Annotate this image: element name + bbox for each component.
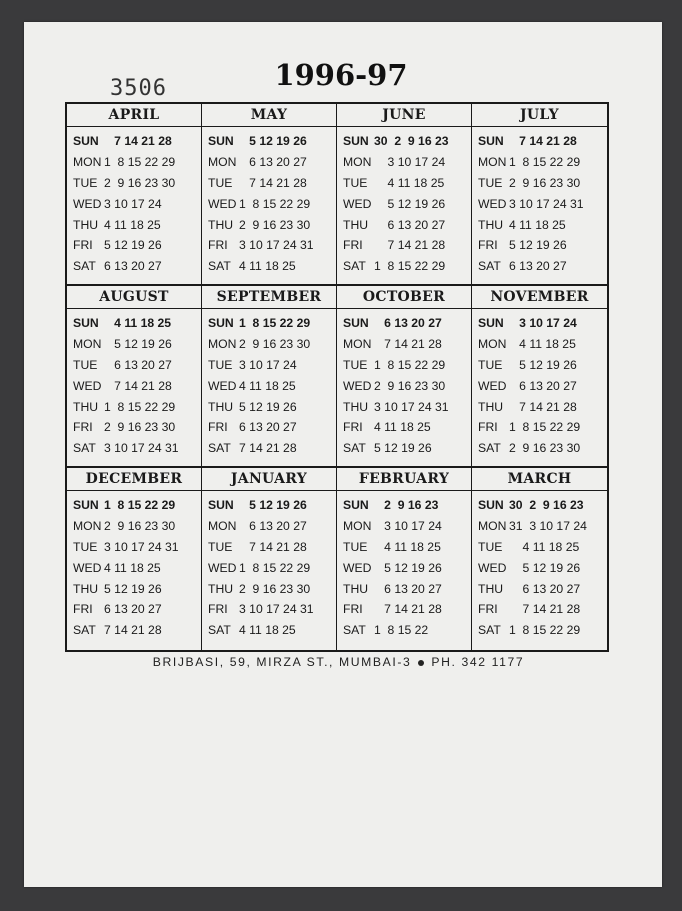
date-numbers: 4 11 18 25: [509, 539, 580, 554]
weekday-label: SUN: [208, 316, 234, 330]
weekday-label: SUN: [478, 316, 504, 330]
weekday-row: [478, 599, 603, 620]
month-name: AUGUST: [67, 286, 201, 309]
date-numbers: 4 11 18 25: [509, 336, 576, 351]
weekday-label: WED: [208, 196, 237, 211]
month-rows: [202, 309, 336, 459]
weekday-row: [73, 558, 197, 579]
date-numbers: 6 13 20 27: [509, 259, 567, 274]
month-name: NOVEMBER: [472, 286, 607, 309]
weekday-row: [343, 495, 467, 516]
weekday-row: [478, 417, 603, 438]
weekday-label: THU: [343, 399, 369, 414]
weekday-label: FRI: [343, 238, 363, 253]
weekday-label: THU: [343, 581, 369, 596]
weekday-row: [343, 131, 467, 152]
publisher-address: BRIJBASI, 59, MIRZA ST., MUMBAI-3: [152, 655, 412, 669]
weekday-label: SUN: [343, 498, 369, 512]
weekday-row: [478, 376, 603, 397]
weekday-row: [343, 194, 467, 215]
month-name: JULY: [472, 104, 607, 127]
weekday-label: FRI: [208, 602, 228, 617]
weekday-label: MON: [208, 336, 237, 351]
weekday-label: THU: [208, 581, 234, 596]
weekday-label: MON: [478, 154, 507, 169]
weekday-label: WED: [478, 378, 507, 393]
weekday-row: [478, 215, 603, 236]
date-numbers: 6 13 20 27: [509, 378, 577, 393]
date-numbers: 5 12 19 26: [509, 357, 577, 372]
weekday-label: WED: [73, 378, 102, 393]
month-april: [67, 104, 202, 286]
month-may: [202, 104, 337, 286]
weekday-row: [478, 558, 603, 579]
month-rows: [472, 127, 607, 277]
weekday-row: [208, 495, 332, 516]
weekday-row: [343, 235, 467, 256]
date-numbers: 2 9 16 23 30: [374, 378, 446, 393]
weekday-row: [208, 516, 332, 537]
date-numbers: 31 3 10 17 24: [509, 518, 587, 533]
weekday-row: [478, 152, 603, 173]
weekday-row: [478, 438, 603, 459]
date-numbers: 3 10 17 24: [509, 316, 577, 330]
date-numbers: 5 12 19 26: [239, 399, 297, 414]
weekday-label: SAT: [73, 441, 96, 456]
weekday-label: WED: [343, 560, 372, 575]
date-numbers: 6 13 20 27: [104, 602, 162, 617]
date-numbers: 2 9 16 23 30: [239, 336, 311, 351]
date-numbers: 5 12 19 26: [104, 238, 162, 253]
date-numbers: 7 14 21 28: [104, 378, 172, 393]
weekday-row: [208, 397, 332, 418]
date-numbers: 3 10 17 24: [104, 196, 162, 211]
weekday-label: WED: [343, 196, 372, 211]
weekday-row: [208, 334, 332, 355]
weekday-label: MON: [73, 154, 102, 169]
weekday-row: [208, 173, 332, 194]
weekday-row: [208, 599, 332, 620]
weekday-label: THU: [478, 581, 504, 596]
date-numbers: 6 13 20 27: [509, 581, 581, 596]
weekday-row: [343, 438, 467, 459]
weekday-row: [343, 313, 467, 334]
weekday-label: WED: [478, 196, 507, 211]
date-numbers: 6 13 20 27: [374, 217, 446, 232]
date-numbers: 3 10 17 24: [374, 154, 446, 169]
date-numbers: 3 10 17 24 31: [509, 196, 584, 211]
weekday-row: [208, 215, 332, 236]
weekday-row: [73, 235, 197, 256]
weekday-label: TUE: [73, 357, 98, 372]
month-march: [472, 468, 607, 650]
weekday-label: WED: [208, 560, 237, 575]
weekday-row: [478, 334, 603, 355]
date-numbers: 7 14 21 28: [239, 175, 307, 190]
month-february: [337, 468, 472, 650]
weekday-label: SUN: [73, 498, 99, 512]
date-numbers: 5 12 19 26: [509, 238, 567, 253]
weekday-row: [478, 516, 603, 537]
date-numbers: 2 9 16 23 30: [104, 518, 176, 533]
date-numbers: 6 13 20 27: [239, 420, 297, 435]
weekday-row: [478, 194, 603, 215]
weekday-label: SAT: [478, 259, 501, 274]
weekday-label: THU: [73, 217, 99, 232]
weekday-label: TUE: [478, 539, 503, 554]
month-name: DECEMBER: [67, 468, 201, 491]
date-numbers: 1 8 15 22 29: [104, 399, 176, 414]
weekday-label: SAT: [343, 623, 366, 638]
weekday-row: [343, 620, 467, 641]
weekday-label: WED: [478, 560, 507, 575]
weekday-row: [478, 256, 603, 277]
weekday-row: [478, 620, 603, 641]
weekday-row: [73, 620, 197, 641]
weekday-label: SUN: [208, 498, 234, 512]
weekday-label: SAT: [343, 259, 366, 274]
date-numbers: 3 10 17 24 31: [104, 441, 179, 456]
weekday-row: [343, 516, 467, 537]
weekday-row: [73, 376, 197, 397]
weekday-label: MON: [343, 154, 372, 169]
date-numbers: 4 11 18 25: [239, 623, 296, 638]
weekday-label: FRI: [343, 602, 363, 617]
date-numbers: 2 9 16 23 30: [239, 581, 311, 596]
weekday-row: [343, 215, 467, 236]
month-name: JANUARY: [202, 468, 336, 491]
date-numbers: 1 8 15 22 29: [509, 623, 581, 638]
weekday-label: MON: [343, 336, 372, 351]
weekday-row: [208, 579, 332, 600]
date-numbers: 2 9 16 23: [374, 498, 439, 512]
date-numbers: 2 9 16 23 30: [104, 175, 176, 190]
weekday-label: FRI: [73, 602, 93, 617]
date-numbers: 7 14 21 28: [239, 539, 307, 554]
month-rows: [337, 491, 471, 641]
weekday-label: MON: [478, 518, 507, 533]
weekday-row: [73, 194, 197, 215]
month-june: [337, 104, 472, 286]
weekday-label: THU: [478, 217, 504, 232]
weekday-label: FRI: [73, 238, 93, 253]
date-numbers: 1 8 15 22: [374, 623, 429, 638]
weekday-row: [208, 620, 332, 641]
card-code: 3506: [110, 76, 167, 101]
weekday-label: MON: [208, 518, 237, 533]
date-numbers: 3 10 17 24: [239, 357, 297, 372]
publisher-footer: [65, 655, 612, 669]
weekday-label: FRI: [208, 238, 228, 253]
date-numbers: 4 11 18 25: [104, 316, 172, 330]
weekday-label: FRI: [208, 420, 228, 435]
weekday-label: MON: [478, 336, 507, 351]
date-numbers: 5 12 19 26: [374, 196, 446, 211]
weekday-row: [343, 355, 467, 376]
weekday-row: [343, 537, 467, 558]
weekday-label: FRI: [478, 238, 498, 253]
weekday-row: [208, 355, 332, 376]
date-numbers: 1 8 15 22 29: [104, 154, 176, 169]
month-december: [67, 468, 202, 650]
date-numbers: 6 13 20 27: [374, 316, 442, 330]
month-rows: [337, 309, 471, 459]
weekday-row: [343, 599, 467, 620]
weekday-label: SAT: [208, 623, 231, 638]
weekday-row: [208, 537, 332, 558]
month-july: [472, 104, 607, 286]
weekday-label: FRI: [478, 420, 498, 435]
weekday-label: WED: [208, 378, 237, 393]
weekday-label: SUN: [478, 134, 504, 148]
weekday-row: [478, 235, 603, 256]
weekday-row: [208, 152, 332, 173]
month-november: [472, 286, 607, 468]
weekday-label: SUN: [73, 316, 99, 330]
date-numbers: 2 9 16 23 30: [239, 217, 311, 232]
weekday-label: THU: [73, 399, 99, 414]
date-numbers: 7 14 21 28: [509, 134, 577, 148]
weekday-row: [208, 313, 332, 334]
date-numbers: 2 9 16 23 30: [509, 441, 581, 456]
weekday-row: [343, 376, 467, 397]
weekday-label: MON: [343, 518, 372, 533]
date-numbers: 1 8 15 22 29: [374, 259, 446, 274]
date-numbers: 7 14 21 28: [239, 441, 297, 456]
date-numbers: 6 13 20 27: [239, 518, 307, 533]
date-numbers: 5 12 19 26: [239, 498, 307, 512]
weekday-row: [208, 558, 332, 579]
month-august: [67, 286, 202, 468]
month-name: SEPTEMBER: [202, 286, 336, 309]
month-october: [337, 286, 472, 468]
weekday-label: SUN: [343, 316, 369, 330]
weekday-label: SAT: [478, 623, 501, 638]
date-numbers: 2 9 16 23 30: [509, 175, 581, 190]
weekday-row: [208, 235, 332, 256]
weekday-row: [208, 438, 332, 459]
date-numbers: 3 10 17 24: [374, 518, 442, 533]
weekday-label: TUE: [208, 357, 233, 372]
weekday-row: [73, 397, 197, 418]
month-rows: [472, 309, 607, 459]
month-name: OCTOBER: [337, 286, 471, 309]
date-numbers: 1 8 15 22 29: [509, 154, 581, 169]
weekday-row: [343, 152, 467, 173]
weekday-row: [73, 516, 197, 537]
month-name: FEBRUARY: [337, 468, 471, 491]
weekday-label: SUN: [343, 134, 369, 148]
weekday-row: [478, 579, 603, 600]
weekday-label: TUE: [73, 175, 98, 190]
date-numbers: 4 11 18 25: [374, 175, 445, 190]
weekday-row: [343, 417, 467, 438]
date-numbers: 7 14 21 28: [374, 336, 442, 351]
date-numbers: 4 11 18 25: [104, 217, 161, 232]
weekday-row: [73, 313, 197, 334]
date-numbers: 3 10 17 24 31: [239, 602, 314, 617]
weekday-row: [73, 215, 197, 236]
weekday-label: SUN: [208, 134, 234, 148]
weekday-row: [343, 558, 467, 579]
weekday-label: MON: [73, 336, 102, 351]
bullet-icon: [418, 660, 424, 666]
weekday-row: [478, 397, 603, 418]
weekday-label: THU: [208, 217, 234, 232]
weekday-label: SAT: [73, 623, 96, 638]
date-numbers: 30 2 9 16 23: [374, 134, 449, 148]
date-numbers: 5 12 19 26: [104, 581, 162, 596]
date-numbers: 4 11 18 25: [374, 539, 441, 554]
date-numbers: 1 8 15 22 29: [239, 196, 311, 211]
weekday-label: THU: [343, 217, 369, 232]
weekday-row: [343, 397, 467, 418]
weekday-row: [478, 173, 603, 194]
weekday-label: TUE: [343, 175, 368, 190]
date-numbers: 7 14 21 28: [374, 238, 446, 253]
weekday-row: [73, 495, 197, 516]
weekday-label: TUE: [343, 539, 368, 554]
weekday-label: THU: [208, 399, 234, 414]
weekday-row: [343, 256, 467, 277]
weekday-row: [73, 417, 197, 438]
date-numbers: 30 2 9 16 23: [509, 498, 584, 512]
month-rows: [67, 491, 201, 641]
weekday-row: [478, 495, 603, 516]
date-numbers: 7 14 21 28: [104, 623, 162, 638]
weekday-label: SUN: [478, 498, 504, 512]
date-numbers: 4 11 18 25: [374, 420, 431, 435]
month-name: APRIL: [67, 104, 201, 127]
weekday-row: [73, 579, 197, 600]
weekday-row: [208, 376, 332, 397]
month-rows: [67, 127, 201, 277]
weekday-row: [208, 417, 332, 438]
date-numbers: 6 13 20 27: [374, 581, 442, 596]
date-numbers: 6 13 20 27: [104, 357, 172, 372]
date-numbers: 3 10 17 24 31: [104, 539, 179, 554]
date-numbers: 7 14 21 28: [104, 134, 172, 148]
date-numbers: 1 8 15 22 29: [509, 420, 581, 435]
weekday-label: FRI: [73, 420, 93, 435]
weekday-row: [478, 537, 603, 558]
month-name: JUNE: [337, 104, 471, 127]
page-title: 1996-97: [274, 58, 408, 92]
weekday-label: WED: [73, 560, 102, 575]
weekday-row: [73, 537, 197, 558]
weekday-label: TUE: [73, 539, 98, 554]
weekday-label: TUE: [208, 539, 233, 554]
date-numbers: 4 11 18 25: [239, 378, 296, 393]
weekday-label: TUE: [343, 357, 368, 372]
publisher-phone: PH. 342 1177: [431, 655, 525, 669]
date-numbers: 7 14 21 28: [509, 602, 581, 617]
date-numbers: 3 10 17 24 31: [374, 399, 449, 414]
weekday-row: [73, 599, 197, 620]
date-numbers: 2 9 16 23 30: [104, 420, 176, 435]
weekday-row: [208, 194, 332, 215]
date-numbers: 1 8 15 22 29: [239, 316, 311, 330]
weekday-row: [73, 173, 197, 194]
weekday-label: SAT: [208, 259, 231, 274]
weekday-row: [343, 334, 467, 355]
weekday-label: SAT: [208, 441, 231, 456]
date-numbers: 5 12 19 26: [239, 134, 307, 148]
weekday-row: [73, 355, 197, 376]
month-september: [202, 286, 337, 468]
weekday-label: WED: [343, 378, 372, 393]
date-numbers: 6 13 20 27: [239, 154, 307, 169]
weekday-label: SUN: [73, 134, 99, 148]
date-numbers: 7 14 21 28: [509, 399, 577, 414]
weekday-row: [208, 256, 332, 277]
date-numbers: 7 14 21 28: [374, 602, 442, 617]
weekday-label: SAT: [343, 441, 366, 456]
weekday-row: [478, 313, 603, 334]
month-rows: [67, 309, 201, 459]
weekday-label: MON: [73, 518, 102, 533]
month-name: MARCH: [472, 468, 607, 491]
month-rows: [202, 491, 336, 641]
weekday-row: [73, 152, 197, 173]
weekday-label: SAT: [478, 441, 501, 456]
weekday-row: [73, 131, 197, 152]
date-numbers: 1 8 15 22 29: [374, 357, 446, 372]
weekday-label: MON: [208, 154, 237, 169]
date-numbers: 5 12 19 26: [509, 560, 581, 575]
weekday-row: [73, 256, 197, 277]
date-numbers: 4 11 18 25: [239, 259, 296, 274]
date-numbers: 6 13 20 27: [104, 259, 162, 274]
weekday-label: TUE: [208, 175, 233, 190]
weekday-label: WED: [73, 196, 102, 211]
month-rows: [202, 127, 336, 277]
weekday-label: THU: [73, 581, 99, 596]
weekday-row: [73, 438, 197, 459]
weekday-row: [73, 334, 197, 355]
date-numbers: 1 8 15 22 29: [104, 498, 176, 512]
date-numbers: 3 10 17 24 31: [239, 238, 314, 253]
weekday-label: TUE: [478, 175, 503, 190]
month-january: [202, 468, 337, 650]
weekday-row: [343, 579, 467, 600]
date-numbers: 1 8 15 22 29: [239, 560, 311, 575]
weekday-row: [208, 131, 332, 152]
month-rows: [472, 491, 607, 641]
month-rows: [337, 127, 471, 277]
weekday-label: SAT: [73, 259, 96, 274]
date-numbers: 5 12 19 26: [104, 336, 172, 351]
date-numbers: 4 11 18 25: [509, 217, 566, 232]
weekday-label: THU: [478, 399, 504, 414]
month-name: MAY: [202, 104, 336, 127]
weekday-row: [478, 355, 603, 376]
weekday-label: FRI: [343, 420, 363, 435]
date-numbers: 5 12 19 26: [374, 441, 432, 456]
weekday-label: FRI: [478, 602, 498, 617]
weekday-label: TUE: [478, 357, 503, 372]
weekday-row: [478, 131, 603, 152]
calendar-grid: [65, 102, 609, 652]
date-numbers: 5 12 19 26: [374, 560, 442, 575]
weekday-row: [343, 173, 467, 194]
date-numbers: 4 11 18 25: [104, 560, 161, 575]
